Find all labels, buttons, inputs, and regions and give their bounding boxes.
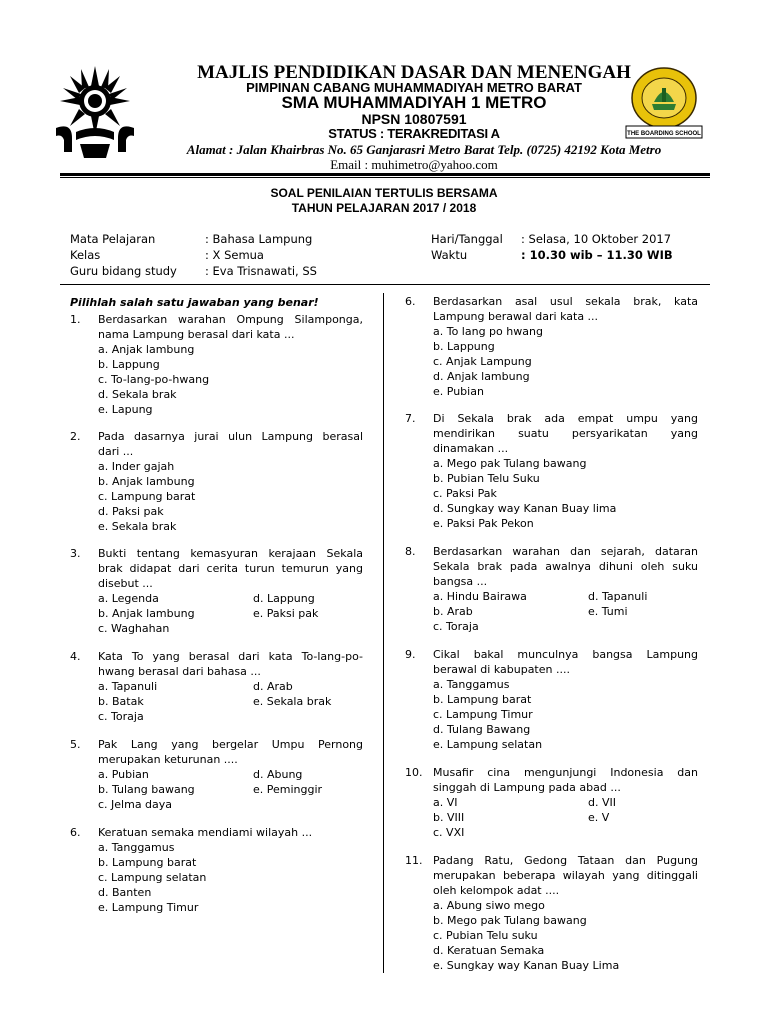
question-stem-line: mendirikan suatu persyarikatan yang [433, 427, 698, 440]
question-stem-line: Lampung berawal dari kata ... [433, 310, 599, 323]
answer-option[interactable]: e. Pubian [433, 385, 484, 398]
question-number: 10. [405, 766, 423, 779]
answer-option[interactable]: d. Tapanuli [588, 590, 648, 603]
class-label: Kelas [70, 248, 101, 262]
question-number: 1. [70, 313, 81, 326]
question-stem-line: Pada dasarnya jurai ulun Lampung berasal [98, 430, 363, 443]
question-stem-line: singgah di Lampung pada abad ... [433, 781, 621, 794]
answer-option[interactable]: c. VXI [433, 826, 465, 839]
answer-option[interactable]: c. Toraja [98, 710, 144, 723]
answer-option[interactable]: a. VI [433, 796, 458, 809]
answer-option[interactable]: b. Batak [98, 695, 144, 708]
answer-option[interactable]: b. Lappung [98, 358, 160, 371]
answer-option[interactable]: c. Anjak Lampung [433, 355, 532, 368]
answer-option[interactable]: a. To lang po hwang [433, 325, 543, 338]
question-stem-line: brak didapat dari cerita turun temurun yang [98, 562, 363, 575]
answer-option[interactable]: a. Mego pak Tulang bawang [433, 457, 587, 470]
answer-option[interactable]: a. Tapanuli [98, 680, 158, 693]
answer-option[interactable]: d. Keratuan Semaka [433, 944, 545, 957]
answer-option[interactable]: a. Anjak lambung [98, 343, 195, 356]
answer-option[interactable]: b. Anjak lambung [98, 475, 195, 488]
answer-option[interactable]: b. Tulang bawang [98, 783, 195, 796]
accreditation-status: STATUS : TERAKREDITASI A [328, 126, 500, 141]
answer-option[interactable]: c. Waghahan [98, 622, 170, 635]
answer-option[interactable]: e. Peminggir [253, 783, 323, 796]
answer-option[interactable]: c. Paksi Pak [433, 487, 497, 500]
answer-option[interactable]: e. Tumi [588, 605, 628, 618]
answer-option[interactable]: b. Anjak lambung [98, 607, 195, 620]
answer-option[interactable]: d. Paksi pak [98, 505, 164, 518]
answer-option[interactable]: b. Mego pak Tulang bawang [433, 914, 587, 927]
question-stem-line: berawal di kabupaten .... [433, 663, 570, 676]
answer-option[interactable]: a. Tanggamus [433, 678, 510, 691]
question-stem-line: Musafir cina mengunjungi Indonesia dan [433, 766, 698, 779]
question-stem-line: Berdasarkan warahan dan sejarah, dataran [433, 545, 698, 558]
answer-option[interactable]: d. Abung [253, 768, 303, 781]
class-value: : X Semua [205, 248, 264, 262]
answer-option[interactable]: a. Inder gajah [98, 460, 175, 473]
answer-option[interactable]: b. Lampung barat [433, 693, 532, 706]
info-divider [60, 284, 710, 285]
answer-option[interactable]: a. Legenda [98, 592, 159, 605]
answer-option[interactable]: d. Anjak lambung [433, 370, 530, 383]
question-number: 9. [405, 648, 416, 661]
question-stem-line: Pak Lang yang bergelar Umpu Pernong [98, 738, 363, 751]
school-email: Email : muhimetro@yahoo.com [330, 157, 498, 172]
answer-option[interactable]: d. Sekala brak [98, 388, 177, 401]
answer-option[interactable]: d. Sungkay way Kanan Buay lima [433, 502, 617, 515]
header-divider-thick [60, 173, 710, 176]
question-stem-line: merupakan beberapa wilayah yang ditinggali [433, 869, 698, 882]
answer-option[interactable]: d. Banten [98, 886, 152, 899]
answer-option[interactable]: e. Sungkay way Kanan Buay Lima [433, 959, 620, 972]
answer-option[interactable]: d. Tulang Bawang [433, 723, 531, 736]
header-divider-thin [60, 177, 710, 178]
time-value: : 10.30 wib – 11.30 WIB [521, 248, 673, 262]
answer-option[interactable]: e. Sekala brak [98, 520, 177, 533]
answer-option[interactable]: c. Jelma daya [98, 798, 173, 811]
question-stem-line: Padang Ratu, Gedong Tataan dan Pugung [433, 854, 698, 867]
answer-option[interactable]: a. Tanggamus [98, 841, 175, 854]
date-value: : Selasa, 10 Oktober 2017 [521, 232, 672, 246]
answer-option[interactable]: e. Lapung [98, 403, 153, 416]
answer-option[interactable]: e. V [588, 811, 610, 824]
answer-option[interactable]: c. To-lang-po-hwang [98, 373, 210, 386]
answer-option[interactable]: d. Lappung [253, 592, 315, 605]
question-stem-line: dari ... [98, 445, 134, 458]
answer-option[interactable]: c. Pubian Telu suku [433, 929, 538, 942]
question-number: 5. [70, 738, 81, 751]
instruction: Pilihlah salah satu jawaban yang benar! [70, 296, 319, 309]
answer-option[interactable]: d. VII [588, 796, 616, 809]
question-number: 6. [405, 295, 416, 308]
question-stem-line: Berdasarkan warahan Ompung Silamponga, [98, 313, 363, 326]
answer-option[interactable]: b. Lappung [433, 340, 495, 353]
answer-option[interactable]: b. Arab [433, 605, 473, 618]
time-label: Waktu [431, 248, 468, 262]
question-stem-line: hwang berasal dari bahasa ... [98, 665, 261, 678]
question-stem-line: dinamakan ... [433, 442, 509, 455]
question-stem-line: oleh kelompok adat .... [433, 884, 560, 897]
question-stem-line: bangsa ... [433, 575, 488, 588]
question-stem-line: Bukti tentang kemasyuran kerajaan Sekala [98, 547, 363, 560]
npsn: NPSN 10807591 [361, 111, 467, 127]
question-stem-line: Cikal bakal munculnya bangsa Lampung [433, 648, 698, 661]
org-line-1: MAJLIS PENDIDIKAN DASAR DAN MENENGAH [197, 62, 631, 83]
column-divider [383, 293, 384, 973]
subject-value: : Bahasa Lampung [205, 232, 313, 246]
question-stem-line: disebut ... [98, 577, 153, 590]
question-stem-line: merupakan keturunan .... [98, 753, 238, 766]
org-line-2: PIMPINAN CABANG MUHAMMADIYAH METRO BARAT [246, 80, 582, 95]
answer-option[interactable]: b. Pubian Telu Suku [433, 472, 540, 485]
question-number: 4. [70, 650, 81, 663]
answer-option[interactable]: e. Paksi pak [253, 607, 319, 620]
answer-option[interactable]: e. Lampung selatan [433, 738, 543, 751]
question-stem-line: nama Lampung berasal dari kata ... [98, 328, 295, 341]
answer-option[interactable]: b. Lampung barat [98, 856, 197, 869]
school-name: SMA MUHAMMADIYAH 1 METRO [281, 93, 547, 112]
badge-banner-text: THE BOARDING SCHOOL [627, 131, 701, 137]
answer-option[interactable]: c. Lampung selatan [98, 871, 207, 884]
teacher-label: Guru bidang study [70, 264, 177, 278]
answer-option[interactable]: c. Lampung Timur [433, 708, 533, 721]
question-stem-line: Keratuan semaka mendiami wilayah ... [98, 826, 313, 839]
school-address: Alamat : Jalan Khairbras No. 65 Ganjarasri Metro Barat Telp. (0725) 42192 Kota Metro [186, 142, 662, 157]
question-number: 8. [405, 545, 416, 558]
answer-option[interactable]: a. Pubian [98, 768, 149, 781]
answer-option[interactable]: c. Toraja [433, 620, 479, 633]
question-number: 3. [70, 547, 81, 560]
question-stem-line: Kata To yang berasal dari kata To-lang-po- [98, 650, 363, 663]
answer-option[interactable]: a. Hindu Bairawa [433, 590, 527, 603]
question-stem-line: Sekala brak pada awalnya dihuni oleh suku [433, 560, 698, 573]
answer-option[interactable]: d. Arab [253, 680, 293, 693]
question-number: 2. [70, 430, 81, 443]
question-stem-line: Berdasarkan asal usul sekala brak, kata [433, 295, 698, 308]
answer-option[interactable]: a. Abung siwo mego [433, 899, 545, 912]
answer-option[interactable]: e. Lampung Timur [98, 901, 199, 914]
question-number: 6. [70, 826, 81, 839]
answer-option[interactable]: e. Sekala brak [253, 695, 332, 708]
teacher-value: : Eva Trisnawati, SS [205, 264, 317, 278]
answer-option[interactable]: b. VIII [433, 811, 465, 824]
date-label: Hari/Tanggal [431, 232, 503, 246]
exam-title: SOAL PENILAIAN TERTULIS BERSAMA [270, 186, 498, 200]
answer-option[interactable]: c. Lampung barat [98, 490, 196, 503]
question-stem-line: Di Sekala brak ada empat umpu yang [433, 412, 698, 425]
question-number: 11. [405, 854, 423, 867]
exam-year: TAHUN PELAJARAN 2017 / 2018 [291, 201, 477, 215]
question-number: 7. [405, 412, 416, 425]
subject-label: Mata Pelajaran [70, 232, 156, 246]
answer-option[interactable]: e. Paksi Pak Pekon [433, 517, 534, 530]
